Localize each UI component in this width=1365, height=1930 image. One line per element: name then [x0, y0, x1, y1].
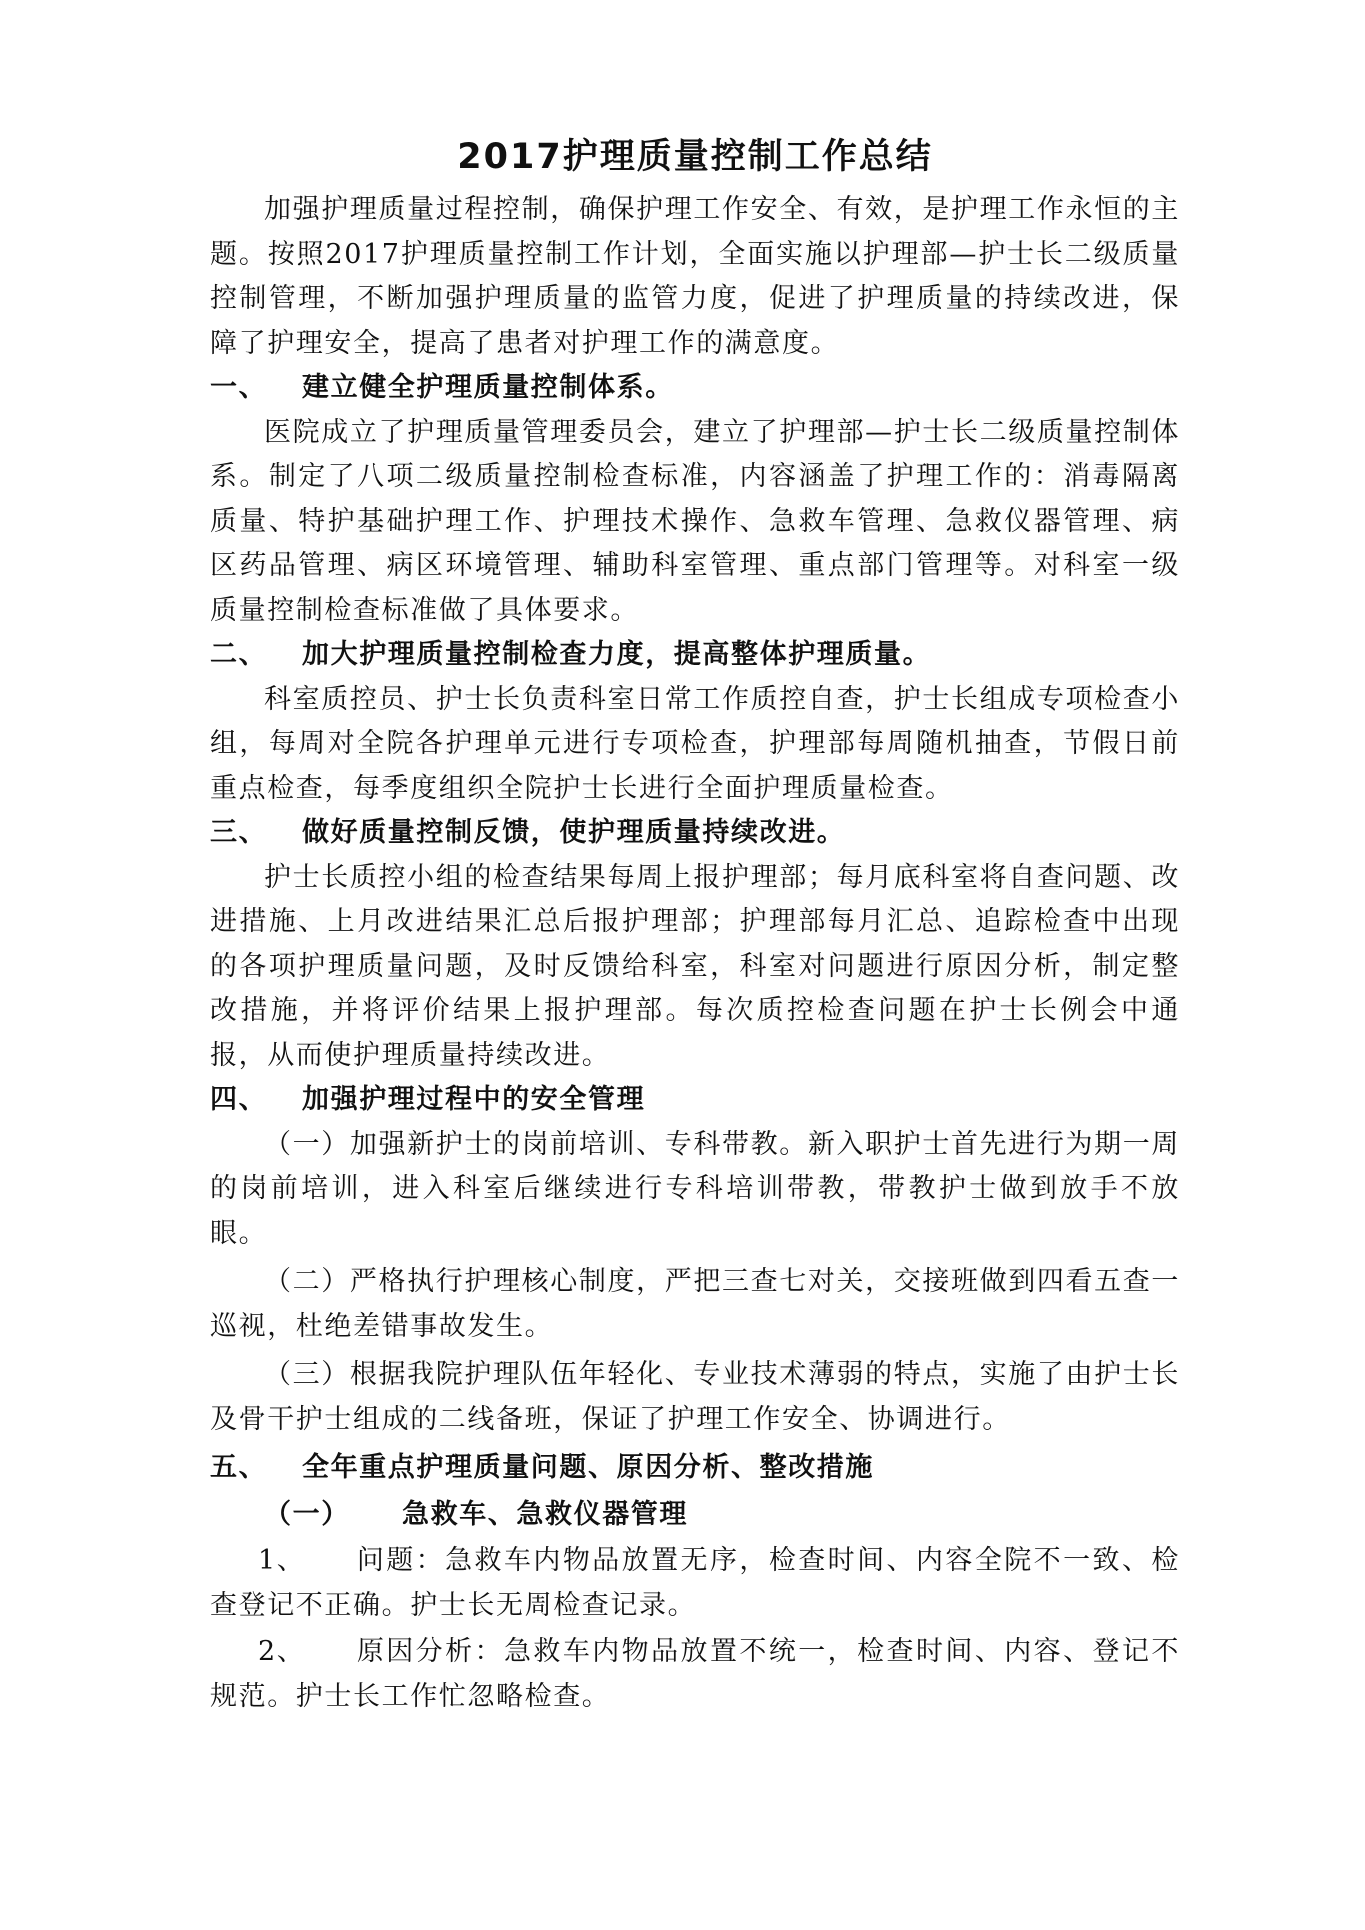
item-number: 2、 — [258, 1636, 306, 1667]
section-body-3: 护士长质控小组的检查结果每周上报护理部；每月底科室将自查问题、改进措施、上月改进结果汇总后报护理部；护理部每月汇总、追踪检查中出现的各项护理质量问题，及时反馈给科室，科室对问题进行原因分析，制定整改措施，并将评价结果上报护理部。每次质控检查问题在护士长例会中通报，从而使护理质量持续改进。 — [210, 861, 1180, 1071]
section-title: 加大护理质量控制检查力度，提高整体护理质量。 — [302, 639, 932, 670]
intro-paragraph: 加强护理质量过程控制，确保护理工作安全、有效，是护理工作永恒的主题。按照2017护理质量控制工作计划，全面实施以护理部—护士长二级质量控制管理，不断加强护理质量的监管力度，促进了护理质量的持续改进，保障了护理安全，提高了患者对护理工作的满意度。 — [210, 194, 1180, 359]
subsection-item-1 — [210, 1539, 1180, 1628]
section-number: 二、 — [210, 639, 268, 670]
section-heading-3 — [210, 811, 1180, 856]
section-title: 做好质量控制反馈，使护理质量持续改进。 — [302, 817, 846, 848]
section-body-1: 医院成立了护理质量管理委员会，建立了护理部—护士长二级质量控制体系。制定了八项二级质量控制检查标准，内容涵盖了护理工作的：消毒隔离质量、特护基础护理工作、护理技术操作、急救车管理、急救仪器管理、病区药品管理、病区环境管理、辅助科室管理、重点部门管理等。对科室一级质量控制检查标准做了具体要求。 — [210, 416, 1180, 626]
section-title: 全年重点护理质量问题、原因分析、整改措施 — [302, 1452, 874, 1483]
subsection-heading — [210, 1493, 1180, 1538]
section-body-2: 科室质控员、护士长负责科室日常工作质控自查，护士长组成专项检查小组，每周对全院各护理单元进行专项检查，护理部每周随机抽查，节假日前重点检查，每季度组织全院护士长进行全面护理质量检查。 — [210, 683, 1180, 804]
document-page — [210, 132, 1180, 1719]
section-number: 一、 — [210, 372, 268, 403]
subsection-item-2 — [210, 1630, 1180, 1719]
section-heading-1 — [210, 366, 1180, 411]
section-number: 四、 — [210, 1084, 268, 1115]
section-heading-2 — [210, 633, 1180, 678]
subsection-number: （一） — [264, 1498, 350, 1530]
section-number: 三、 — [210, 817, 268, 848]
section-title: 加强护理过程中的安全管理 — [302, 1084, 646, 1115]
item-number: 1、 — [258, 1545, 306, 1576]
section-4-paragraph-3: （三）根据我院护理队伍年轻化、专业技术薄弱的特点，实施了由护士长及骨干护士组成的二线备班，保证了护理工作安全、协调进行。 — [210, 1359, 1180, 1435]
section-4-paragraph-2: （二）严格执行护理核心制度，严把三查七对关，交接班做到四看五查一巡视，杜绝差错事故发生。 — [210, 1266, 1180, 1342]
section-4-paragraph-1: （一）加强新护士的岗前培训、专科带教。新入职护士首先进行为期一周的岗前培训，进入科室后继续进行专科培训带教，带教护士做到放手不放眼。 — [210, 1128, 1180, 1249]
section-heading-4 — [210, 1078, 1180, 1123]
section-number: 五、 — [210, 1452, 268, 1483]
item-text: 问题：急救车内物品放置无序，检查时间、内容全院不一致、检查登记不正确。护士长无周检查记录。 — [210, 1545, 1180, 1621]
item-text: 原因分析：急救车内物品放置不统一，检查时间、内容、登记不规范。护士长工作忙忽略检查。 — [210, 1636, 1180, 1712]
section-title: 建立健全护理质量控制体系。 — [302, 372, 674, 403]
section-heading-5 — [210, 1446, 1180, 1491]
document-title: 2017护理质量控制工作总结 — [457, 137, 933, 177]
subsection-title: 急救车、急救仪器管理 — [402, 1498, 688, 1530]
